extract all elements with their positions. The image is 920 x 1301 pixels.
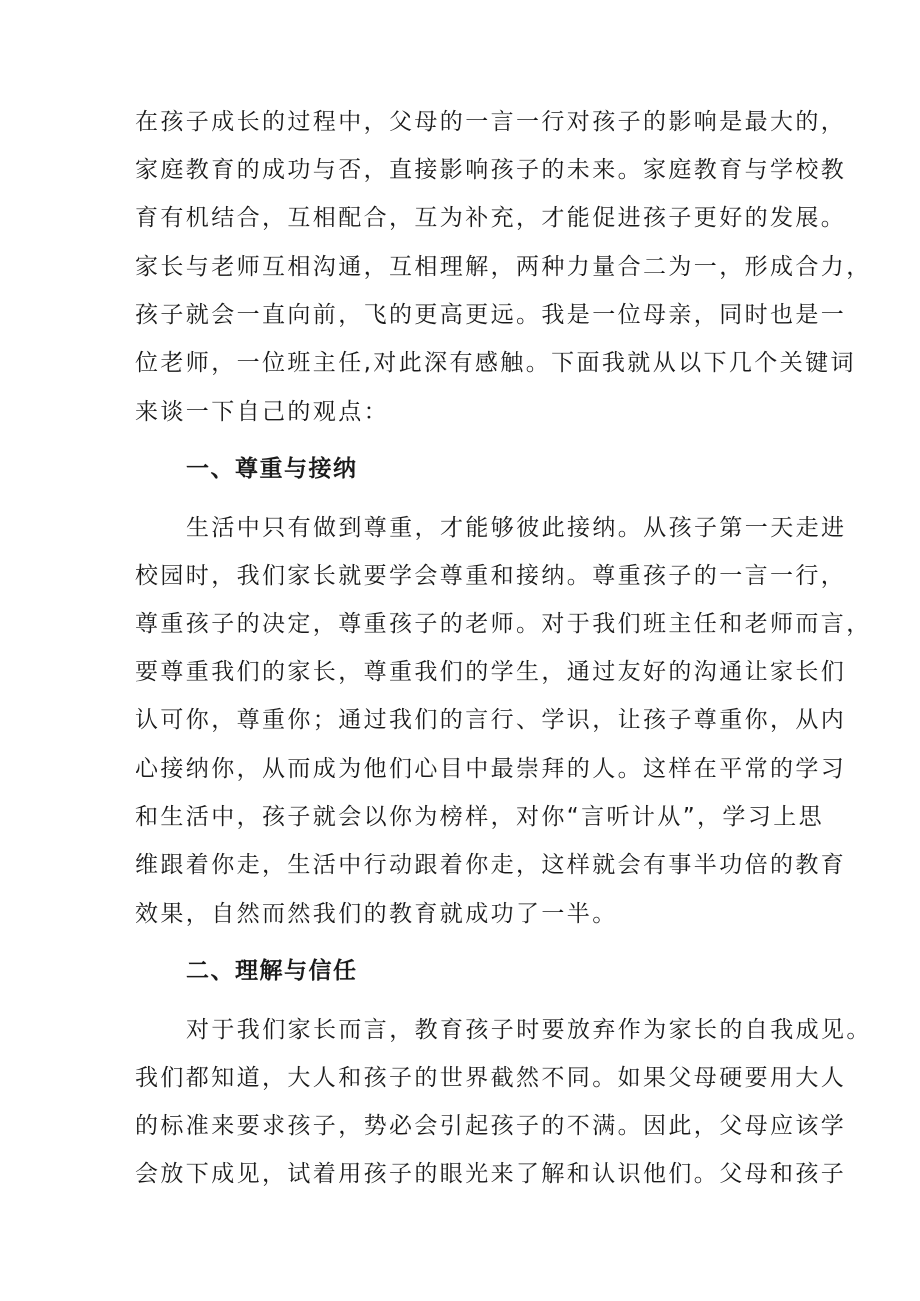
intro-line-1: 在孩子成长的过程中，父母的一言一行对孩子的影响是最大的， xyxy=(135,109,847,135)
section-heading-2: 二、理解与信任 xyxy=(186,958,358,984)
section1-line-8: 维跟着你走，生活中行动跟着你走，这样就会有事半功倍的教育 xyxy=(135,852,847,878)
section1-line-3: 尊重孩子的决定，尊重孩子的老师。对于我们班主任和老师而言， xyxy=(135,611,872,637)
section1-line-9: 效果，自然而然我们的教育就成功了一半。 xyxy=(135,901,618,927)
section1-line-5: 认可你，尊重你；通过我们的言行、学识，让孩子尊重你，从内 xyxy=(135,707,847,733)
section1-line-1: 生活中只有做到尊重，才能够彼此接纳。从孩子第一天走进 xyxy=(186,515,847,541)
section-heading-1: 一、尊重与接纳 xyxy=(186,456,358,482)
intro-line-7: 来谈一下自己的观点： xyxy=(135,399,389,425)
section2-line-1: 对于我们家长而言，教育孩子时要放弃作为家长的自我成见。 xyxy=(186,1017,872,1043)
section1-line-6: 心接纳你，从而成为他们心目中最崇拜的人。这样在平常的学习 xyxy=(135,756,847,782)
intro-line-4: 家长与老师互相沟通，互相理解，两种力量合二为一，形成合力， xyxy=(135,254,872,280)
section2-line-2: 我们都知道，大人和孩子的世界截然不同。如果父母硬要用大人 xyxy=(135,1065,847,1091)
section1-line-4: 要尊重我们的家长，尊重我们的学生，通过友好的沟通让家长们 xyxy=(135,659,847,685)
intro-line-2: 家庭教育的成功与否，直接影响孩子的未来。家庭教育与学校教 xyxy=(135,157,847,183)
intro-line-5: 孩子就会一直向前，飞的更高更远。我是一位母亲，同时也是一 xyxy=(135,302,847,328)
section1-line-7: 和生活中，孩子就会以你为榜样，对你“言听计从”，学习上思 xyxy=(135,804,825,830)
section2-line-4: 会放下成见，试着用孩子的眼光来了解和认识他们。父母和孩子 xyxy=(135,1161,847,1187)
section1-line-2: 校园时，我们家长就要学会尊重和接纳。尊重孩子的一言一行， xyxy=(135,563,847,589)
section2-line-3: 的标准来要求孩子，势必会引起孩子的不满。因此，父母应该学 xyxy=(135,1113,847,1139)
intro-line-3: 育有机结合，互相配合，互为补充，才能促进孩子更好的发展。 xyxy=(135,205,847,231)
intro-line-6: 位老师，一位班主任,对此深有感触。下面我就从以下几个关键词 xyxy=(135,350,856,376)
